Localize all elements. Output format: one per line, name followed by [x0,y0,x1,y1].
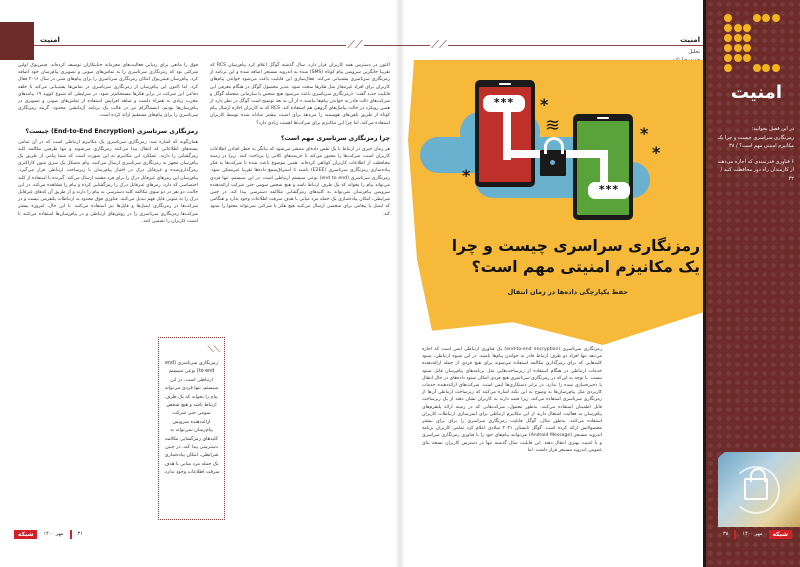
subheading-why: چرا رمزنگاری سرتاسری مهم است؟ [280,134,390,142]
message-bubble: *** [483,95,525,112]
issue-date: مهر ۱۴۰۰ [742,531,763,537]
logo-dot [734,34,742,42]
magazine-logo-icon: ⟋⟋ [431,38,447,51]
message-bubble: *** [588,182,630,199]
logo-dot [724,54,732,62]
paragraph: فوق را مانعی برای ردیابی فعالیت‌های مجرمانه جنایتکاران توصیف کرده‌اند. فیس‌بوک اولین شرکتی بود که رمزنگاری سرتاسری را به تماس‌های صوتی و تصویری پیام‌رسان خود اضافه کرد. پیام‌رسان فیس‌بوک امکان رمزنگاری سرتاسری را برای پیام‌های متنی در سال ۲۰۱۶ فعال کرد. اما اکنون این پیام‌رسان از رمزنگاری سرتاسری در تماس‌ها پشتیبانی می‌کند تا حلقه دفاعی این شرکت در برابر هکرها مستحکم‌تر شود. در شرایطی که شیوع کووید ۱۹ پیامدهای مخرب زیادی به همراه داشت و شاهد افزایش استفاده از تماس‌های صوتی و تصویری در پیام‌رسان‌ها بودیم، اینستاگرام نیز در قالب یک برنامه آزمایشی محدود، گزینه رمزنگاری سرتاسری را برای پیام‌های مستقیم ارائه کرده است. [18,63,198,119]
hero-banner [408,60,708,345]
paragraph: اکنون در دسترس همه کاربران قرار دارد. سال گذشته گوگل اعلام کرد پیام‌رسان RCS که تقریبا جایگزین سرویس پیام کوتاه (SMS) شده به اندروید مسیجز اضافه شده و این برنامه از رمزنگاری سرتاسری پشتیبانی می‌کند. فعال‌سازی این قابلیت باعث می‌شود خواندن پیام‌های کاربران برای افراد غیرمجاز مثل هکرها سخت شود. مدیر محصول گوگل در هنگام معرفی این قابلیت جدید گفت: «رمزنگاری سرتاسری باعث می‌شود هیچ شخص یا سازمانی منجمله گوگل و شرکت‌های ثالث قادر به خواندن پیام‌ها نباشند.» از آن به بعد توضیح است گوگل در نظر دارد از همین رویکرد در حالت پیامک‌های گروهی هم استفاده کند. RCS که به کاربران اجازه ارسال پیام کوتاه از طریق تلفن‌های هوشمند را می‌دهد برای امنیت بیشتر مبادله شده توسط کاربران استفاده می‌کند، اما چرا این مکانیزم برای شرکت‌ها اهمیت زیادی دارد؟ [210,63,390,126]
pull-quote-text: رمزنگاری سرتاسری (end to end) نوعی سیستم ارتباطی است. در این سیستم، تنها فردی می‌تواند پیام را بخواند که یک طرف ارتباط باشد و هیچ شخص سومی حتی شرکت ارائه‌دهنده سرویس پیام‌رسان نمی‌تواند به کلیدهای رمزگشایی مکالمه دسترسی پیدا کند. در چنین شرایطی، امکان پیاده‌سازی یک حمله مرد میانی با هدف سرقت اطلاعات وجود ندارد. [163,361,220,476]
magazine-logo-icon: ⟋⟋ [207,345,220,355]
paragraph: هر زمان خبری در ارتباط با یک نقص داده‌ای منتشر می‌شود که بیانگر به خطر افتادن اطلاعات کاربران است، شرکت‌ها را مجبور می‌کند تا جریمه‌های کلانی را پرداخت کنند. زیرا در زمینه محافظت از اطلاعات کاربران کوتاهی کرده‌اند. همین موضوع باعث شده تا شرکت‌ها به فکر پیاده‌سازی رمزنگاری سرتاسری (E2EE) باشند تا استراق‌سمع داده‌ها تقریبا غیرممکن شود. رمزنگاری سرتاسری (end to end) نوعی سیستم ارتباطی است. در این سیستم، تنها فردی می‌تواند پیام را بخواند که یک طرف ارتباط باشد و هیچ شخص سومی حتی شرکت ارائه‌دهنده سرویس پیام‌رسان نمی‌تواند به کلیدهای رمزگشایی مکالمه دسترسی پیدا کند. در چنین شرایطی، امکان پیاده‌سازی یک حمله مرد میانی با هدف سرقت اطلاعات وجود ندارد و هنگامی که ایمیل یا پیغامی برای شخصی ارسال می‌کنید هیچ هکر یا شرکتی نمی‌تواند محتوا را شنود کند. [210,146,391,217]
logo-dot [762,14,770,22]
article-type: تحلیل [688,49,700,55]
logo-dot [753,14,761,22]
section-tag: امنیت [40,36,60,44]
logo-dot [772,14,780,22]
brand-badge: شبکه [769,530,792,539]
spine-shadow [395,0,405,567]
footer-divider [734,530,736,539]
logo-dot [753,64,761,72]
logo-dot [743,24,751,32]
logo-dot [734,54,742,62]
logo-dot [762,64,770,72]
logo-dot [734,44,742,52]
page-number: ۳۱ [77,531,83,537]
paragraph: رمزنگاری سرتاسری (end-to-end encryption) یک فناوری ارتباطی ایمن است که اجازه می‌دهد تنها افراد دو طرف ارتباط قادر به خواندن پیام‌ها باشند. در این شیوه ارتباطی، شنود کلیدهایی که برای رمزگذاری مکالمه استفاده می‌شوند برای هیچ فردی از جمله ارائه‌دهنده خدمات ارتباطی در هنگام استفاده از زیرساخت‌هایی مثل برنامه‌های پیام‌رسان قابل شنود نیست. با توجه به این‌که در رمزنگاری سرتاسری هیچ فردی امکان شنود داده‌های در حال انتقال یا ذخیره‌سازی شده را ندارد، در برابر دستکاری‌ها ایمن است. شرکت‌های ارائه‌دهنده خدمات کاربردی مثل پیام‌رسان‌ها به وضوح به این نکته اشاره می‌کنند که زیرساخت ارتباطی آن‌ها از رمزنگاری سرتاسری استفاده می‌کند، زیرا قصد دارند به کاربران نشان دهند از یک زیرساخت قابل اطمینان استفاده می‌کنند. به‌طور معمول، شرکت‌هایی که در زمینه ارائه پلتفرم‌های پیام‌رسان به فعالیت اشتغال دارند از این مکانیزم ارتباطی برای ایمن‌سازی ارتباطات کاربران استفاده می‌کنند. به‌طور مثال، گوگل قابلیت رمزنگاری سراسری را برای برای بیشتر محصولاتش ارائه کرده است. گوگل تابستان ۲۰۲۱ میلادی اعلام کرد تمامی کاربران برنامه اندروید مسیجز (Android Message) می‌توانند پیام‌های خود را با فناوری رمزنگاری سراسری و با امنیت بهتری انتقال دهند. این قابلیت سال گذشته تنها در دسترس کاربران نسخه بتای عمومی اندروید مسیجز قرار داشت. اما [422,347,602,453]
wifi-icon: ≋ [545,115,561,136]
page-footer [723,529,792,539]
article-headline: رمزنگاری سراسری چیست و چرا یک مکانیزم امنیتی مهم است؟ [451,237,700,276]
logo-dot [743,44,751,52]
padlock-icon [540,150,566,176]
logo-dot [734,24,742,32]
logo-dot [772,64,780,72]
page-footer [14,529,83,539]
contents-item[interactable]: رمزنگاری سراسری چیست و چرا یک مکانیزم امنیتی مهم است؟ / ۳۸ [717,134,794,149]
paragraph: همان‌گونه که اشاره شد، رمزنگاری سرتاسری یک مکانیزم ارتباطی است که در آن تمامی بسته‌های اطلاعاتی که انتقال پیدا می‌کنند رمزنگاری می‌شوند و تنها طرفین مکالمه کلید رمزگشایی را دارند. عملکرد این مکانیزم به این صورت است که شما پیامی از طریق یک پیام‌رسان مجهز به رمزنگاری سرتاسری ارسال می‌کنید. پیام به‌شکل یک سری متون کاراکتری رمزگذاری‌شده و غیرقابل درک در اختیار پیام‌رسان یا زیرساخت ارتباطی قرار می‌گیرد. پیام‌رسان این رمزهای غیرقابل درک را برای فرد مقصد ارسال می‌کند. گیرنده با استفاده از کلید اختصاصی که دارد، رمزهای غیرقابل درک را رمزگشایی کرده و پیام را مشاهده می‌کند. در این حالت، دو نفر در دو سوی مکالمه کلید دسترسی به پیام را دارند و از طریق آن کدهای غیرقابل درک را به متونی قابل فهم تبدیل می‌کنند. فناوری فوق محدود به ارتباطات پلتفرمی نیست و در شرکت‌ها در رمزنگاری ایمیل‌ها و فایل‌ها نیز استفاده می‌کنند. با این حال، امروزه بیشتر شرکت‌ها رمزنگاری سرتاسری را در روش‌های ارتباطی و در پیام‌رسان‌ها استفاده می‌کنند تا امنیت کاربران را تضمین کنند. [18,139,198,224]
section-title: امنیت [730,82,782,103]
asterisk-icon: * [462,166,471,185]
right-page [400,0,800,567]
security-thumbnail-image [718,452,800,527]
subheading-what: رمزنگاری سرتاسری (End-to-End Encryption) چیست؟ [25,127,198,135]
phone-speaker [499,83,511,85]
logo-dot [724,14,732,22]
contents-intro: در این فصل بخوانید: [751,126,794,132]
asterisk-icon: * [652,143,661,162]
logo-dot [724,44,732,52]
logo-dot [724,64,732,72]
logo-dot [743,34,751,42]
section-logo-icon [724,14,780,74]
article-body [422,346,602,526]
phone-speaker [597,117,609,119]
section-panel [706,0,800,567]
logo-dot [724,34,732,42]
logo-dot [724,24,732,32]
magazine-logo-icon: ⟋⟋ [347,38,363,51]
footer-divider [70,530,72,539]
padlock-icon [744,478,768,500]
page-number: ۳۸ [723,531,729,537]
contents-item[interactable]: ۶ فناوری قدرتمندی که اجازه می‌دهند از کارمندان راه دور محافظت کنید / ۴۲ [717,158,794,182]
section-tag: امنیت [680,36,700,44]
logo-dot [743,54,751,62]
article-subheading: حفظ یکپارچگی داده‌ها در زمان انتقال [507,288,628,296]
chapter-contents [714,125,794,190]
asterisk-icon: * [540,95,549,114]
article-column-right [207,62,391,522]
section-color-block [0,22,34,60]
brand-badge: شبکه [14,530,37,539]
asterisk-icon: * [640,124,649,143]
pull-quote-box [158,337,225,520]
issue-date: مهر ۱۴۰۰ [43,531,64,537]
